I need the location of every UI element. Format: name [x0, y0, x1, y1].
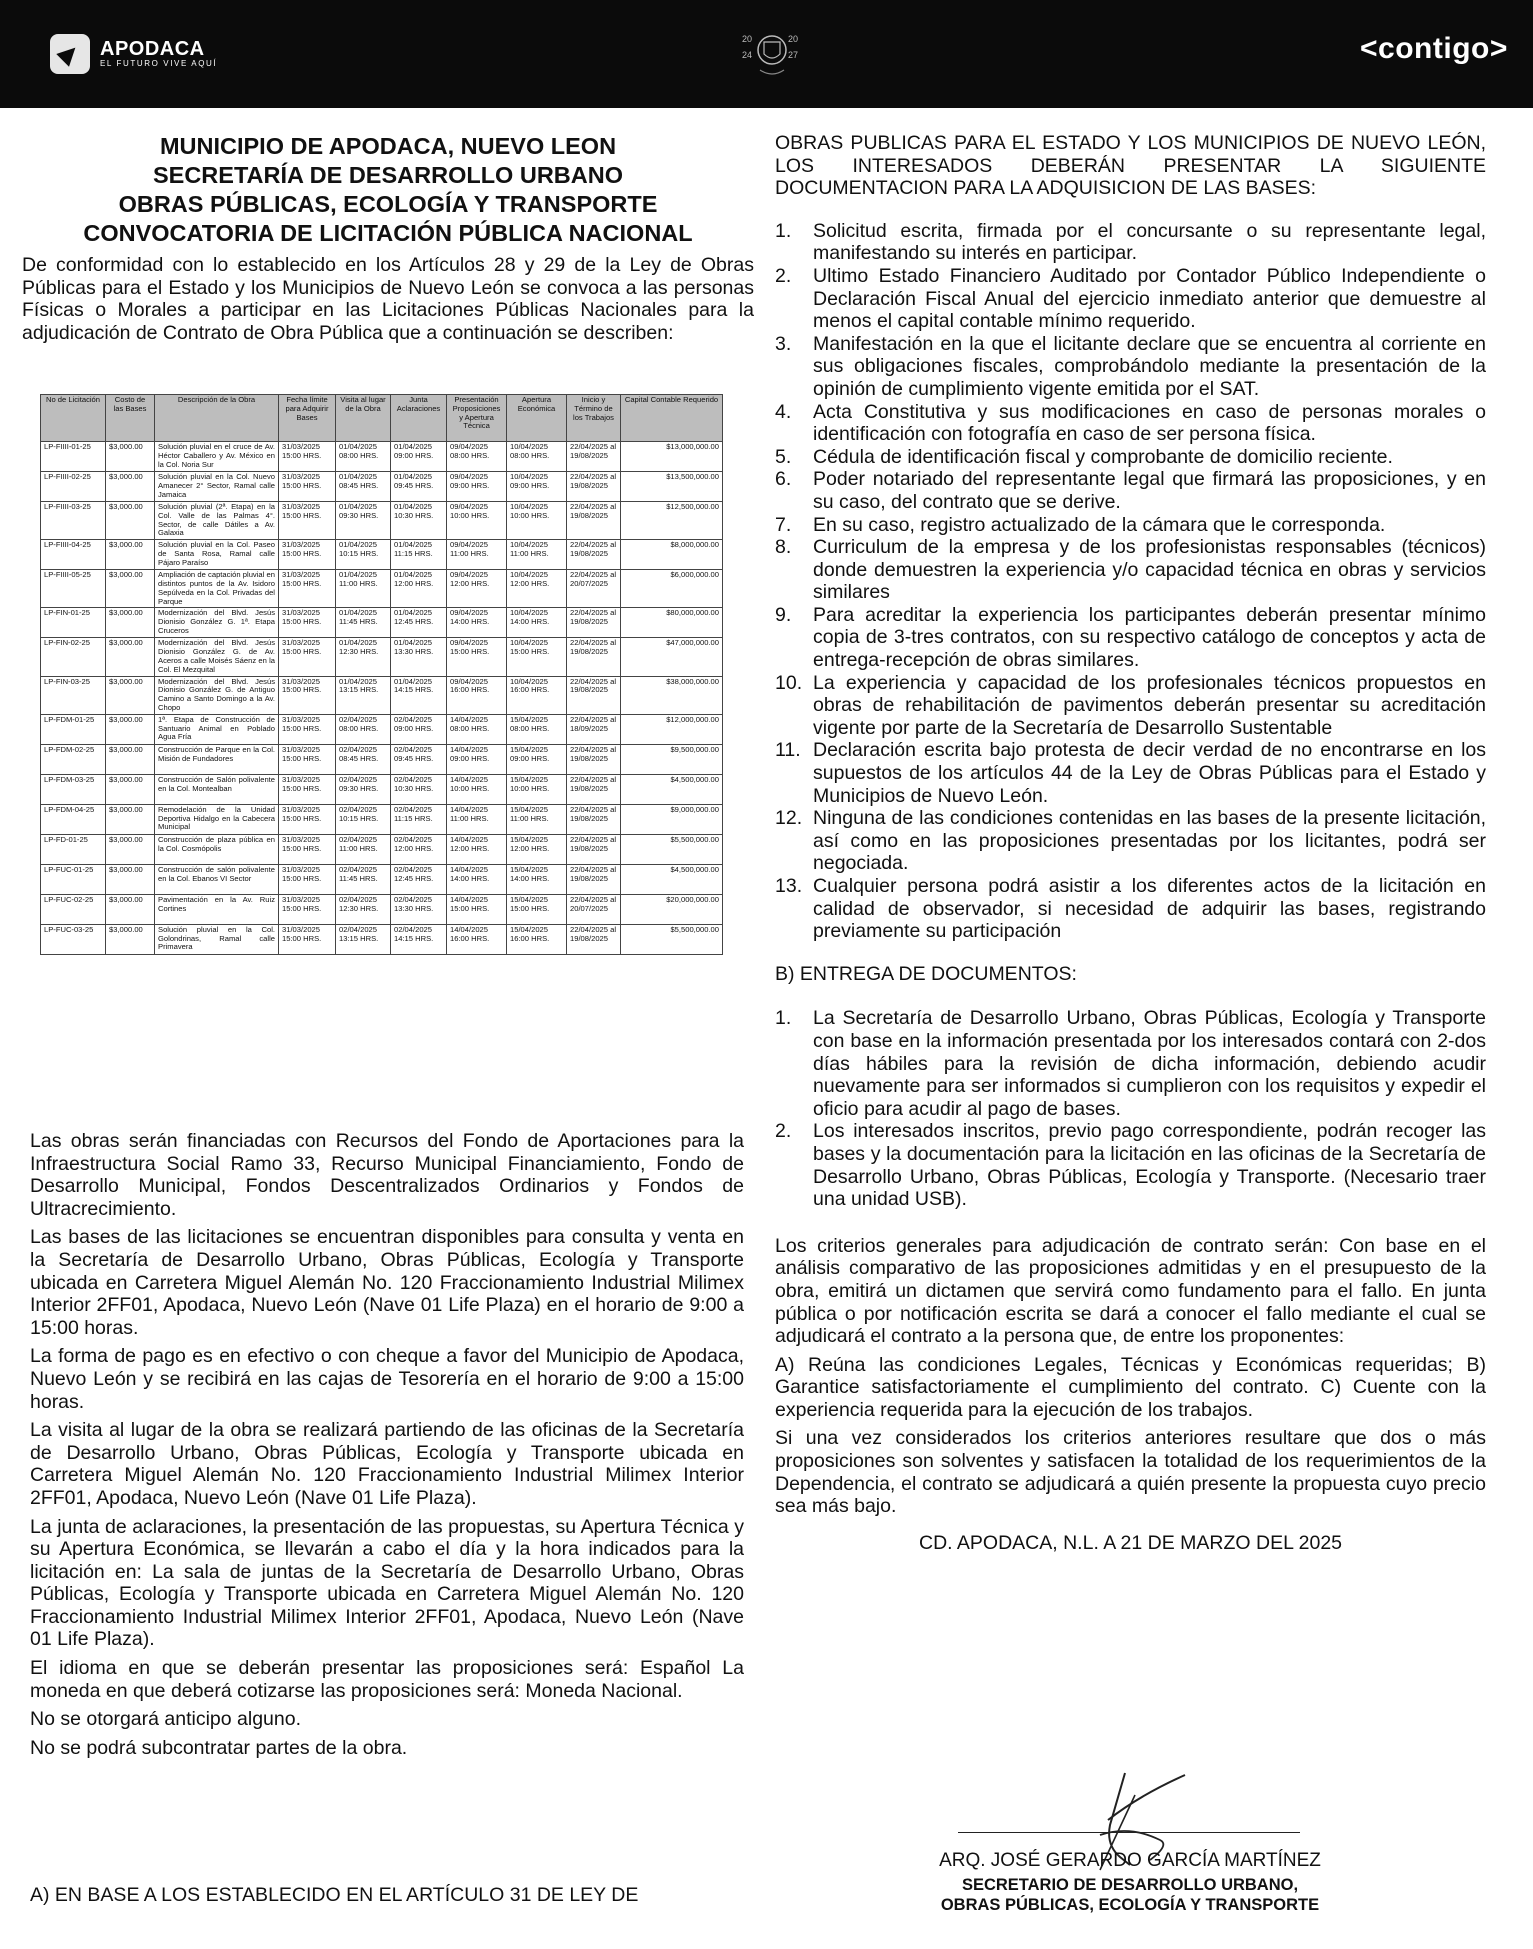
- table-cell: $3,000.00: [106, 502, 155, 540]
- requirement-item-number: 11.: [775, 739, 801, 762]
- table-cell: 02/04/2025 12:00 HRS.: [391, 834, 447, 864]
- table-cell: LP-FUC-03-25: [41, 924, 106, 954]
- table-row: [41, 774, 723, 804]
- header-bar: [0, 0, 1533, 108]
- table-cell: 31/03/2025 15:00 HRS.: [279, 638, 336, 676]
- table-header-cell: Junta Aclaraciones: [391, 395, 447, 442]
- table-cell: 02/04/2025 08:00 HRS.: [336, 714, 391, 744]
- requirement-item: [775, 220, 1486, 265]
- table-cell: Solución pluvial en la Col. Paseo de Santa Rosa, Ramal calle Pájaro Paraíso: [155, 540, 279, 570]
- title-line: MUNICIPIO DE APODACA, NUEVO LEON: [159, 133, 617, 159]
- table-cell: 14/04/2025 10:00 HRS.: [447, 774, 507, 804]
- table-cell: 09/04/2025 12:00 HRS.: [447, 570, 507, 608]
- delivery-item-number: 1.: [775, 1007, 792, 1030]
- table-cell: $3,000.00: [106, 714, 155, 744]
- section-a-heading: A) EN BASE A LOS ESTABLECIDO EN EL ARTÍCULO 31 DE LEY DE: [30, 1884, 639, 1906]
- requirement-item: [775, 446, 1486, 469]
- table-cell: 09/04/2025 15:00 HRS.: [447, 638, 507, 676]
- table-row: [41, 638, 723, 676]
- table-cell: 22/04/2025 al 19/08/2025: [567, 804, 621, 834]
- requirement-item: [775, 807, 1486, 875]
- table-cell: $12,000,000.00: [621, 714, 723, 744]
- table-cell: 31/03/2025 15:00 HRS.: [279, 714, 336, 744]
- table-cell: 02/04/2025 09:00 HRS.: [391, 714, 447, 744]
- table-cell: 31/03/2025 15:00 HRS.: [279, 864, 336, 894]
- table-cell: 22/04/2025 al 20/07/2025: [567, 570, 621, 608]
- table-header-cell: Costo de las Bases: [106, 395, 155, 442]
- delivery-item: [775, 1120, 1486, 1210]
- table-cell: $3,000.00: [106, 774, 155, 804]
- table-cell: LP-FIN-03-25: [41, 676, 106, 714]
- table-cell: 01/04/2025 14:15 HRS.: [391, 676, 447, 714]
- subcontract-paragraph: No se podrá subcontratar partes de la obra.: [30, 1736, 408, 1759]
- requirement-item-text: La experiencia y capacidad de los profesionales técnicos propuestos en obras de rehabilitación de pavimentos deberán presentar su acreditación vigente por parte de la Secretaría de Desarrollo Sustentable: [813, 671, 1486, 739]
- table-cell: 22/04/2025 al 19/08/2025: [567, 608, 621, 638]
- delivery-item: [775, 1007, 1486, 1120]
- tenders-table-wrap: [40, 394, 723, 955]
- left-body: [30, 1130, 744, 1759]
- table-header-row: [41, 395, 723, 442]
- table-cell: LP-FDM-01-25: [41, 714, 106, 744]
- requirement-item-number: 7.: [775, 513, 792, 536]
- brand-tagline: EL FUTURO VIVE AQUÍ: [100, 59, 218, 68]
- table-cell: 09/04/2025 14:00 HRS.: [447, 608, 507, 638]
- criteria-tiebreak: Si una vez considerados los criterios anteriores resultare que dos o más proposiciones son solventes y satisfacen la totalidad de los requerimientos de la Dependencia, el contrato se adjudicará a quién presente la propuesta cuyo precio sea más bajo.: [775, 1427, 1486, 1518]
- table-cell: 10/04/2025 09:00 HRS.: [507, 472, 567, 502]
- contigo-bracket-right: >: [1489, 32, 1508, 65]
- table-cell: 01/04/2025 10:30 HRS.: [391, 502, 447, 540]
- table-cell: $3,000.00: [106, 472, 155, 502]
- table-row: [41, 744, 723, 774]
- table-body: [41, 442, 723, 955]
- table-cell: $3,000.00: [106, 804, 155, 834]
- table-cell: 15/04/2025 14:00 HRS.: [507, 864, 567, 894]
- table-cell: 01/04/2025 09:45 HRS.: [391, 472, 447, 502]
- table-cell: 15/04/2025 16:00 HRS.: [507, 924, 567, 954]
- bases-paragraph: Las bases de las licitaciones se encuentran disponibles para consulta y venta en la Secretaría de Desarrollo Urbano, Obras Públicas, Ecología y Transporte ubicada en Carretera Miguel Alemán No. 120 Fraccionamiento Industrial Milimex Interior 2FF01, Apodaca, Nuevo León (Nave 01 Life Plaza) en el horario de 9:00 a 15:00 horas.: [30, 1226, 744, 1339]
- requirement-item-text: En su caso, registro actualizado de la cámara que le corresponda.: [813, 513, 1386, 536]
- section-a-continued: OBRAS PUBLICAS PARA EL ESTADO Y LOS MUNICIPIOS DE NUEVO LEÓN, LOS INTERESADOS DEBERÁN PRESENTAR LA SIGUIENTE DOCUMENTACION PARA LA ADQUISICION DE LAS BASES:: [775, 132, 1486, 200]
- table-cell: $8,000,000.00: [621, 540, 723, 570]
- table-cell: 22/04/2025 al 19/08/2025: [567, 638, 621, 676]
- table-cell: $3,000.00: [106, 540, 155, 570]
- table-cell: 10/04/2025 10:00 HRS.: [507, 502, 567, 540]
- table-cell: Solución pluvial en la Col. Nuevo Amanecer 2° Sector, Ramal calle Jamaica: [155, 472, 279, 502]
- table-cell: 02/04/2025 12:30 HRS.: [336, 894, 391, 924]
- requirement-item-number: 3.: [775, 332, 792, 355]
- table-cell: 01/04/2025 12:30 HRS.: [336, 638, 391, 676]
- section-a-start: [30, 1884, 744, 1907]
- table-cell: 14/04/2025 09:00 HRS.: [447, 744, 507, 774]
- requirement-item-number: 1.: [775, 219, 792, 242]
- requirement-item-text: Poder notariado del representante legal que firmará las proposiciones, y en su caso, del contrato que se derive.: [813, 468, 1486, 513]
- table-cell: 01/04/2025 12:00 HRS.: [391, 570, 447, 608]
- table-cell: 02/04/2025 11:15 HRS.: [391, 804, 447, 834]
- table-row: [41, 714, 723, 744]
- table-cell: 31/03/2025 15:00 HRS.: [279, 774, 336, 804]
- requirement-item-text: Ninguna de las condiciones contenidas en las bases de la presente licitación, así como en las proposiciones presentadas por los licitantes, podrá ser negociada.: [813, 807, 1486, 875]
- table-cell: 01/04/2025 13:30 HRS.: [391, 638, 447, 676]
- table-cell: 09/04/2025 16:00 HRS.: [447, 676, 507, 714]
- table-cell: 01/04/2025 12:45 HRS.: [391, 608, 447, 638]
- table-cell: LP-FIIII-01-25: [41, 442, 106, 472]
- requirement-item-text: Para acreditar la experiencia los participantes deberán presentar mínimo copia de 3-tres contratos, con su respectivo catálogo de conceptos y acta de entrega-recepción de obras similares.: [813, 603, 1486, 672]
- table-cell: LP-FIIII-03-25: [41, 502, 106, 540]
- table-cell: 22/04/2025 al 19/08/2025: [567, 502, 621, 540]
- table-cell: 22/04/2025 al 19/08/2025: [567, 676, 621, 714]
- table-cell: LP-FDM-02-25: [41, 744, 106, 774]
- requirement-item: [775, 536, 1486, 604]
- site-visit-paragraph: La visita al lugar de la obra se realizará partiendo de las oficinas de la Secretaría de Desarrollo Urbano, Obras Públicas, Ecología y Transporte ubicada en Carretera Miguel Alemán No. 120 Fraccionamiento Industrial Milimex Interior 2FF01, Apodaca, Nuevo León (Nave 01 Life Plaza).: [30, 1419, 744, 1509]
- table-cell: 31/03/2025 15:00 HRS.: [279, 894, 336, 924]
- apodaca-logo-icon: [50, 34, 90, 74]
- table-cell: 31/03/2025 15:00 HRS.: [279, 676, 336, 714]
- crest-year-a: 20: [742, 34, 753, 44]
- requirement-item: [775, 401, 1486, 446]
- funding-paragraph: Las obras serán financiadas con Recursos del Fondo de Aportaciones para la Infraestructura Social Ramo 33, Recurso Municipal Financiamiento, Fondo de Desarrollo Municipal, Fondos Descentralizados Ordinarios y Fondos de Ultracrecimiento.: [30, 1130, 744, 1220]
- table-cell: Modernización del Blvd. Jesús Dionisio González G. de Antiguo Camino a Santo Domingo a la Av. Chopo: [155, 676, 279, 714]
- requirement-item-text: Cédula de identificación fiscal y comprobante de domicilio reciente.: [813, 445, 1393, 468]
- signature-line: [958, 1832, 1300, 1833]
- table-cell: 01/04/2025 11:15 HRS.: [391, 540, 447, 570]
- meeting-paragraph: La junta de aclaraciones, la presentación de las propuestas, su Apertura Técnica y su Apertura Económica, se llevarán a cabo el día y la hora indicados para la licitación en: La sala de juntas de la Secretaría de Desarrollo Urbano, Obras Públicas, Ecología y Transporte ubicada en Carretera Miguel Alemán No. 120 Fraccionamiento Industrial Milimex Interior 2FF01, Apodaca, Nuevo León (Nave 01 Life Plaza).: [30, 1515, 744, 1651]
- table-cell: 22/04/2025 al 19/08/2025: [567, 744, 621, 774]
- signer-role-line: OBRAS PÚBLICAS, ECOLOGÍA Y TRANSPORTE: [940, 1896, 1320, 1914]
- table-row: [41, 924, 723, 954]
- table-cell: $13,500,000.00: [621, 472, 723, 502]
- table-cell: 01/04/2025 10:15 HRS.: [336, 540, 391, 570]
- table-cell: 15/04/2025 11:00 HRS.: [507, 804, 567, 834]
- table-cell: Construcción de plaza pública en la Col. Cosmópolis: [155, 834, 279, 864]
- table-cell: LP-FIN-02-25: [41, 638, 106, 676]
- table-cell: 22/04/2025 al 19/08/2025: [567, 774, 621, 804]
- requirement-item-text: Curriculum de la empresa y de los profesionistas responsables (técnicos) donde demuestren la experiencia y/o capacidad técnica en obras y servicios similares: [813, 536, 1486, 604]
- crest-year-d: 27: [788, 50, 799, 60]
- page-title: [22, 132, 754, 248]
- tenders-table: [40, 394, 723, 955]
- requirement-item: [775, 514, 1486, 537]
- table-cell: LP-FIN-01-25: [41, 608, 106, 638]
- table-cell: 02/04/2025 09:30 HRS.: [336, 774, 391, 804]
- table-cell: $3,000.00: [106, 864, 155, 894]
- table-cell: LP-FUC-02-25: [41, 894, 106, 924]
- table-cell: 01/04/2025 13:15 HRS.: [336, 676, 391, 714]
- table-cell: 31/03/2025 15:00 HRS.: [279, 472, 336, 502]
- table-cell: $3,000.00: [106, 570, 155, 608]
- table-cell: 02/04/2025 08:45 HRS.: [336, 744, 391, 774]
- table-cell: 31/03/2025 15:00 HRS.: [279, 608, 336, 638]
- table-cell: $12,500,000.00: [621, 502, 723, 540]
- table-cell: 14/04/2025 16:00 HRS.: [447, 924, 507, 954]
- table-cell: 10/04/2025 08:00 HRS.: [507, 442, 567, 472]
- table-cell: 02/04/2025 10:30 HRS.: [391, 774, 447, 804]
- table-cell: $3,000.00: [106, 608, 155, 638]
- title-line: CONVOCATORIA DE LICITACIÓN PÚBLICA NACIONAL: [83, 220, 693, 246]
- requirements-list: [775, 220, 1486, 943]
- table-row: [41, 804, 723, 834]
- requirement-item-number: 13.: [775, 875, 803, 897]
- table-row: [41, 540, 723, 570]
- criteria-paragraph: Los criterios generales para adjudicación de contrato serán: Con base en el análisis comparativo de las proposiciones admitidas y en el presupuesto de la obra, emitirá un dictamen que servirá como fundamento para el fallo. En junta pública o por notificación escrita se dará a conocer el fallo mediante el cual se adjudicará el contrato a la persona que, de entre los proponentes:: [775, 1234, 1486, 1348]
- table-cell: 14/04/2025 15:00 HRS.: [447, 894, 507, 924]
- requirement-item: [775, 604, 1486, 672]
- table-cell: Solución pluvial en el cruce de Av. Héctor Caballero y Av. México en la Col. Noria Sur: [155, 442, 279, 472]
- table-cell: 31/03/2025 15:00 HRS.: [279, 744, 336, 774]
- requirement-item: [775, 739, 1486, 807]
- contigo-bracket-left: <: [1360, 32, 1379, 65]
- table-cell: $4,500,000.00: [621, 774, 723, 804]
- table-cell: 14/04/2025 08:00 HRS.: [447, 714, 507, 744]
- table-cell: 02/04/2025 11:45 HRS.: [336, 864, 391, 894]
- requirement-item-number: 10.: [775, 671, 803, 694]
- table-row: [41, 864, 723, 894]
- table-cell: $9,500,000.00: [621, 744, 723, 774]
- table-row: [41, 502, 723, 540]
- requirement-item-number: 12.: [775, 807, 803, 830]
- table-header-cell: Inicio y Término de los Trabajos: [567, 395, 621, 442]
- requirement-item-number: 8.: [775, 536, 792, 559]
- table-cell: $20,000,000.00: [621, 894, 723, 924]
- brand-name: APODACA: [100, 38, 205, 60]
- table-cell: 02/04/2025 10:15 HRS.: [336, 804, 391, 834]
- contigo-logo: [1360, 32, 1508, 66]
- table-cell: $3,000.00: [106, 894, 155, 924]
- table-cell: LP-FIIII-05-25: [41, 570, 106, 608]
- table-cell: $47,000,000.00: [621, 638, 723, 676]
- table-cell: 15/04/2025 15:00 HRS.: [507, 894, 567, 924]
- table-header-cell: Fecha límite para Adquirir Bases: [279, 395, 336, 442]
- criteria-conditions: A) Reúna las condiciones Legales, Técnicas y Económicas requeridas; B) Garantice satisfactoriamente el cumplimiento del contrato. C) Cuente con la experiencia requerida para la ejecución de los trabajos.: [775, 1353, 1486, 1421]
- table-cell: Solución pluvial en la Col. Golondrinas, Ramal calle Primavera: [155, 924, 279, 954]
- table-cell: $6,000,000.00: [621, 570, 723, 608]
- table-cell: 1ª. Etapa de Construcción de Santuario Animal en Poblado Agua Fría: [155, 714, 279, 744]
- table-cell: 10/04/2025 11:00 HRS.: [507, 540, 567, 570]
- left-column: [22, 132, 754, 344]
- table-row: [41, 608, 723, 638]
- table-cell: 10/04/2025 12:00 HRS.: [507, 570, 567, 608]
- requirement-item-number: 4.: [775, 400, 792, 423]
- table-cell: 15/04/2025 09:00 HRS.: [507, 744, 567, 774]
- table-row: [41, 676, 723, 714]
- table-cell: $3,000.00: [106, 924, 155, 954]
- title-line: OBRAS PÚBLICAS, ECOLOGÍA Y TRANSPORTE: [118, 191, 658, 217]
- table-header-cell: Presentación Proposiciones y Apertura Técnica: [447, 395, 507, 442]
- payment-paragraph: La forma de pago es en efectivo o con cheque a favor del Municipio de Apodaca, Nuevo León y se recibirá en las cajas de Tesorería en el horario de 9:00 a 15:00 horas.: [30, 1345, 744, 1413]
- table-cell: $5,500,000.00: [621, 834, 723, 864]
- table-cell: 09/04/2025 11:00 HRS.: [447, 540, 507, 570]
- table-cell: 31/03/2025 15:00 HRS.: [279, 834, 336, 864]
- table-cell: $3,000.00: [106, 638, 155, 676]
- contigo-text: contigo: [1378, 32, 1490, 65]
- requirement-item-number: 9.: [775, 603, 792, 626]
- place-date: CD. APODACA, N.L. A 21 DE MARZO DEL 2025: [918, 1531, 1343, 1554]
- table-cell: $4,500,000.00: [621, 864, 723, 894]
- language-paragraph: El idioma en que se deberán presentar las proposiciones será: Español La moneda en que deberá cotizarse las proposiciones será: Moneda Nacional.: [30, 1657, 744, 1702]
- table-cell: 15/04/2025 10:00 HRS.: [507, 774, 567, 804]
- table-cell: 02/04/2025 14:15 HRS.: [391, 924, 447, 954]
- table-cell: 14/04/2025 14:00 HRS.: [447, 864, 507, 894]
- table-cell: $5,500,000.00: [621, 924, 723, 954]
- crest-year-b: 20: [788, 34, 799, 44]
- municipal-crest-icon: [738, 20, 806, 86]
- table-cell: $3,000.00: [106, 744, 155, 774]
- requirement-item-text: Acta Constitutiva y sus modificaciones en caso de personas morales o identificación con fotografía en caso de ser persona física.: [813, 400, 1486, 446]
- table-header-cell: No de Licitación: [41, 395, 106, 442]
- table-cell: 31/03/2025 15:00 HRS.: [279, 924, 336, 954]
- table-cell: 31/03/2025 15:00 HRS.: [279, 804, 336, 834]
- table-row: [41, 834, 723, 864]
- table-cell: 02/04/2025 11:00 HRS.: [336, 834, 391, 864]
- requirement-item-text: Ultimo Estado Financiero Auditado por Contador Público Independiente o Declaración Fiscal Anual del ejercicio inmediato anterior que demuestre al menos el capital contable mínimo requerido.: [813, 264, 1486, 333]
- table-cell: $9,000,000.00: [621, 804, 723, 834]
- table-cell: 14/04/2025 12:00 HRS.: [447, 834, 507, 864]
- delivery-list: [775, 1007, 1486, 1210]
- requirement-item-text: Solicitud escrita, firmada por el concursante o su representante legal, manifestando su interés en participar.: [813, 219, 1486, 265]
- table-cell: 01/04/2025 08:45 HRS.: [336, 472, 391, 502]
- table-cell: 22/04/2025 al 19/08/2025: [567, 834, 621, 864]
- requirement-item-number: 6.: [775, 468, 792, 491]
- requirement-item-text: Manifestación en la que el licitante declare que se encuentra al corriente en sus obligaciones fiscales, comprobándolo mediante la presentación de la opinión de cumplimiento vigente emitida por el SAT.: [813, 332, 1486, 400]
- table-cell: 31/03/2025 15:00 HRS.: [279, 502, 336, 540]
- table-cell: Solución pluvial (2ª. Etapa) en la Col. Valle de las Palmas 4°. Sector, de calle Dátiles a Av. Galaxia: [155, 502, 279, 540]
- delivery-item-text: La Secretaría de Desarrollo Urbano, Obras Públicas, Ecología y Transporte con base en la información presentada por los interesados contará con 2-dos días hábiles para la revisión de dicha información, debiendo acudir nuevamente para ser informados si cumplieron con los requisitos y expedir el oficio para acudir al pago de bases.: [813, 1007, 1486, 1120]
- delivery-item-number: 2.: [775, 1120, 792, 1143]
- section-b-title: B) ENTREGA DE DOCUMENTOS:: [775, 962, 1077, 985]
- signer-role: [900, 1875, 1360, 1915]
- table-cell: Ampliación de captación pluvial en distintos puntos de la Av. Isidoro Sepúlveda en la Col. Privadas del Parque: [155, 570, 279, 608]
- table-cell: 22/04/2025 al 19/08/2025: [567, 472, 621, 502]
- table-cell: 02/04/2025 13:30 HRS.: [391, 894, 447, 924]
- table-cell: 09/04/2025 08:00 HRS.: [447, 442, 507, 472]
- table-row: [41, 442, 723, 472]
- table-cell: 22/04/2025 al 19/08/2025: [567, 540, 621, 570]
- table-cell: 09/04/2025 10:00 HRS.: [447, 502, 507, 540]
- table-cell: LP-FIIII-04-25: [41, 540, 106, 570]
- table-header-cell: Descripción de la Obra: [155, 395, 279, 442]
- table-cell: $80,000,000.00: [621, 608, 723, 638]
- table-cell: 31/03/2025 15:00 HRS.: [279, 442, 336, 472]
- table-cell: LP-FIIII-02-25: [41, 472, 106, 502]
- signer-role-line: SECRETARIO DE DESARROLLO URBANO,: [961, 1876, 1299, 1894]
- requirement-item: [775, 875, 1486, 943]
- table-header-cell: Visita al lugar de la Obra: [336, 395, 391, 442]
- table-cell: Pavimentación en la Av. Ruiz Cortines: [155, 894, 279, 924]
- table-cell: 31/03/2025 15:00 HRS.: [279, 540, 336, 570]
- signer-name: ARQ. JOSÉ GERARDO GARCÍA MARTÍNEZ: [939, 1850, 1321, 1871]
- table-cell: LP-FUC-01-25: [41, 864, 106, 894]
- table-header-cell: Capital Contable Requerido: [621, 395, 723, 442]
- table-cell: $13,000,000.00: [621, 442, 723, 472]
- table-row: [41, 570, 723, 608]
- table-cell: 22/04/2025 al 20/07/2025: [567, 894, 621, 924]
- table-row: [41, 472, 723, 502]
- table-cell: $3,000.00: [106, 442, 155, 472]
- table-cell: 31/03/2025 15:00 HRS.: [279, 570, 336, 608]
- table-cell: 01/04/2025 09:00 HRS.: [391, 442, 447, 472]
- table-cell: 22/04/2025 al 19/08/2025: [567, 924, 621, 954]
- table-cell: 10/04/2025 16:00 HRS.: [507, 676, 567, 714]
- title-line: SECRETARÍA DE DESARROLLO URBANO: [152, 162, 623, 188]
- table-cell: Modernización del Blvd. Jesús Dionisio González G. 1ª. Etapa Cruceros: [155, 608, 279, 638]
- table-cell: 22/04/2025 al 18/09/2025: [567, 714, 621, 744]
- table-cell: $3,000.00: [106, 676, 155, 714]
- table-cell: Construcción de Salón polivalente en la Col. Montealban: [155, 774, 279, 804]
- table-cell: 01/04/2025 11:45 HRS.: [336, 608, 391, 638]
- table-cell: 10/04/2025 14:00 HRS.: [507, 608, 567, 638]
- table-header-cell: Apertura Económica: [507, 395, 567, 442]
- advance-paragraph: No se otorgará anticipo alguno.: [30, 1708, 302, 1731]
- table-cell: LP-FDM-04-25: [41, 804, 106, 834]
- table-cell: 14/04/2025 11:00 HRS.: [447, 804, 507, 834]
- crest-year-c: 24: [742, 50, 753, 60]
- table-cell: 09/04/2025 09:00 HRS.: [447, 472, 507, 502]
- table-cell: LP-FDM-03-25: [41, 774, 106, 804]
- requirement-item-number: 5.: [775, 445, 792, 468]
- table-cell: 01/04/2025 11:00 HRS.: [336, 570, 391, 608]
- right-column: [775, 132, 1486, 1554]
- table-cell: 02/04/2025 09:45 HRS.: [391, 744, 447, 774]
- table-row: [41, 894, 723, 924]
- requirement-item: [775, 333, 1486, 401]
- table-cell: 22/04/2025 al 19/08/2025: [567, 864, 621, 894]
- requirement-item: [775, 672, 1486, 740]
- intro-paragraph: De conformidad con lo establecido en los Artículos 28 y 29 de la Ley de Obras Públicas para el Estado y los Municipios de Nuevo León se convoca a las personas Físicas o Morales a participar en las Licitaciones Públicas Nacionales para la adjudicación de Contrato de Obra Pública que a continuación se describen:: [22, 254, 754, 344]
- table-cell: 01/04/2025 08:00 HRS.: [336, 442, 391, 472]
- requirement-item-number: 2.: [775, 264, 792, 287]
- table-cell: 15/04/2025 08:00 HRS.: [507, 714, 567, 744]
- table-cell: $38,000,000.00: [621, 676, 723, 714]
- table-cell: LP-FD-01-25: [41, 834, 106, 864]
- requirement-item-text: Declaración escrita bajo protesta de decir verdad de no encontrarse en los supuestos de los artículos 44 de la Ley de Obras Públicas para el Estado y Municipios de Nuevo León.: [813, 739, 1486, 807]
- requirement-item: [775, 265, 1486, 333]
- table-cell: 15/04/2025 12:00 HRS.: [507, 834, 567, 864]
- table-cell: 01/04/2025 09:30 HRS.: [336, 502, 391, 540]
- table-cell: $3,000.00: [106, 834, 155, 864]
- requirement-item: [775, 468, 1486, 513]
- table-cell: Construcción de Parque en la Col. Misión de Fundadores: [155, 744, 279, 774]
- table-cell: Construcción de salón polivalente en la Col. Ebanos VI Sector: [155, 864, 279, 894]
- requirement-item-text: Cualquier persona podrá asistir a los diferentes actos de la licitación en calidad de observador, si necesidad de adquirir las bases, registrando previamente su participación: [813, 875, 1486, 943]
- table-cell: 02/04/2025 12:45 HRS.: [391, 864, 447, 894]
- table-cell: Modernización del Blvd. Jesús Dionisio González G. de Av. Aceros a calle Moisés Sáenz en la Col. El Mezquital: [155, 638, 279, 676]
- apodaca-logo: [50, 34, 217, 74]
- table-cell: 22/04/2025 al 19/08/2025: [567, 442, 621, 472]
- table-cell: 10/04/2025 15:00 HRS.: [507, 638, 567, 676]
- delivery-item-text: Los interesados inscritos, previo pago correspondiente, podrán recoger las bases y la documentación para la licitación en las oficinas de la Secretaría de Desarrollo Urbano, Obras Públicas, Ecología y Transporte. (Necesario traer una unidad USB).: [813, 1120, 1486, 1211]
- table-cell: Remodelación de la Unidad Deportiva Hidalgo en la Cabecera Municipal: [155, 804, 279, 834]
- table-cell: 02/04/2025 13:15 HRS.: [336, 924, 391, 954]
